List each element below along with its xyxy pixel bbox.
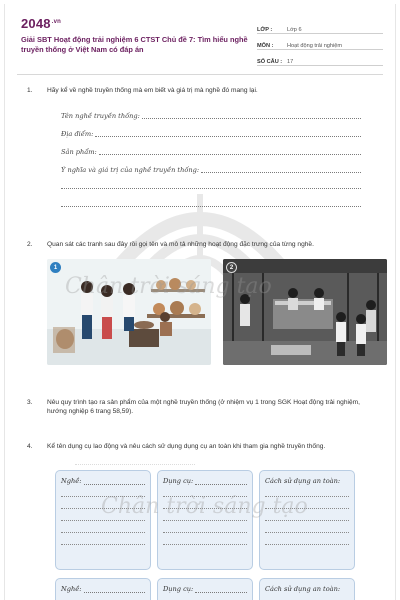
card-safe-usage[interactable] <box>259 578 355 600</box>
question-text: Hãy kể về nghề truyền thống mà em biết và giá trị mà nghề đó mang lại. <box>47 87 258 94</box>
meta-value: 17 <box>287 59 294 65</box>
meta-row-count <box>257 52 383 66</box>
question-4 <box>27 442 381 451</box>
watermark-text: Chân trời sáng tạo <box>101 494 308 519</box>
card-label: Dụng cụ: <box>163 585 194 593</box>
question-text: Kể tên dụng cụ lao động và nêu cách sử dụng dụng cụ an toàn khi tham gia nghề truyền thống. <box>47 443 326 450</box>
card-label: Cách sử dụng an toàn: <box>265 477 341 485</box>
question-text: Quan sát các tranh sau đây rồi gọi tên và mô tả những hoạt động đặc trưng của từng nghề. <box>47 241 314 248</box>
question-number: 1. <box>27 87 33 94</box>
answer-field-craft-name[interactable] <box>61 110 361 120</box>
meta-key: MÔN : <box>257 43 274 49</box>
logo-main: 2048 <box>21 16 51 31</box>
card-tools[interactable] <box>157 578 253 600</box>
answer-line[interactable] <box>61 206 361 207</box>
meta-row-class <box>257 20 383 34</box>
answer-field-meaning[interactable] <box>61 164 361 174</box>
meta-value: Hoạt động trải nghiệm <box>287 43 343 49</box>
picture-badge-1: 1 <box>50 262 61 273</box>
meta-key: SỐ CÂU : <box>257 59 283 65</box>
question-number: 2. <box>27 241 33 248</box>
document-title: Giải SBT Hoạt động trải nghiệm 6 CTST Chủ đề 7: Tìm hiểu nghề truyền thống ở Việt Nam có đáp án <box>21 35 248 54</box>
card-tools[interactable] <box>157 470 253 570</box>
field-label: Sản phẩm: <box>61 148 97 156</box>
card-craft[interactable] <box>55 470 151 570</box>
card-craft[interactable] <box>55 578 151 600</box>
picture-badge-2: 2 <box>226 262 237 273</box>
answer-field-product[interactable] <box>61 146 361 156</box>
meta-row-subject <box>257 36 383 50</box>
watermark-text: Chân trời sáng tạo <box>65 274 272 299</box>
card-label: Nghề: <box>61 585 82 593</box>
question-2 <box>27 240 377 249</box>
question-3 <box>27 398 377 416</box>
field-label: Ý nghĩa và giá trị của nghề truyền thống: <box>61 166 200 174</box>
card-label: Cách sử dụng an toàn: <box>265 585 341 593</box>
question-number: 3. <box>27 399 33 406</box>
card-label: Nghề: <box>61 477 82 485</box>
meta-info <box>257 20 383 68</box>
question-number: 4. <box>27 443 33 450</box>
site-logo[interactable] <box>21 16 61 31</box>
worksheet-page <box>4 4 396 600</box>
question-text: Nêu quy trình tạo ra sản phẩm của một nghề truyền thống (ở nhiệm vụ 1 trong SGK Hoạt động trải nghiệm, hướng nghiệp 6 trang 58,59). <box>47 399 360 415</box>
answer-field-location[interactable] <box>61 128 361 138</box>
field-label: Địa điểm: <box>61 130 94 138</box>
meta-key: LỚP : <box>257 27 273 33</box>
question-1 <box>27 86 377 95</box>
tools-card-row-2 <box>55 578 355 600</box>
meta-value: Lớp 6 <box>287 27 302 33</box>
header-divider <box>17 74 383 75</box>
logo-tld: .vn <box>51 18 62 25</box>
answer-line[interactable] <box>61 188 361 189</box>
tools-card-row-1 <box>55 470 355 570</box>
card-safe-usage[interactable] <box>259 470 355 570</box>
card-label: Dụng cụ: <box>163 477 194 485</box>
faded-text-line <box>75 459 195 465</box>
field-label: Tên nghề truyền thống: <box>61 112 140 120</box>
